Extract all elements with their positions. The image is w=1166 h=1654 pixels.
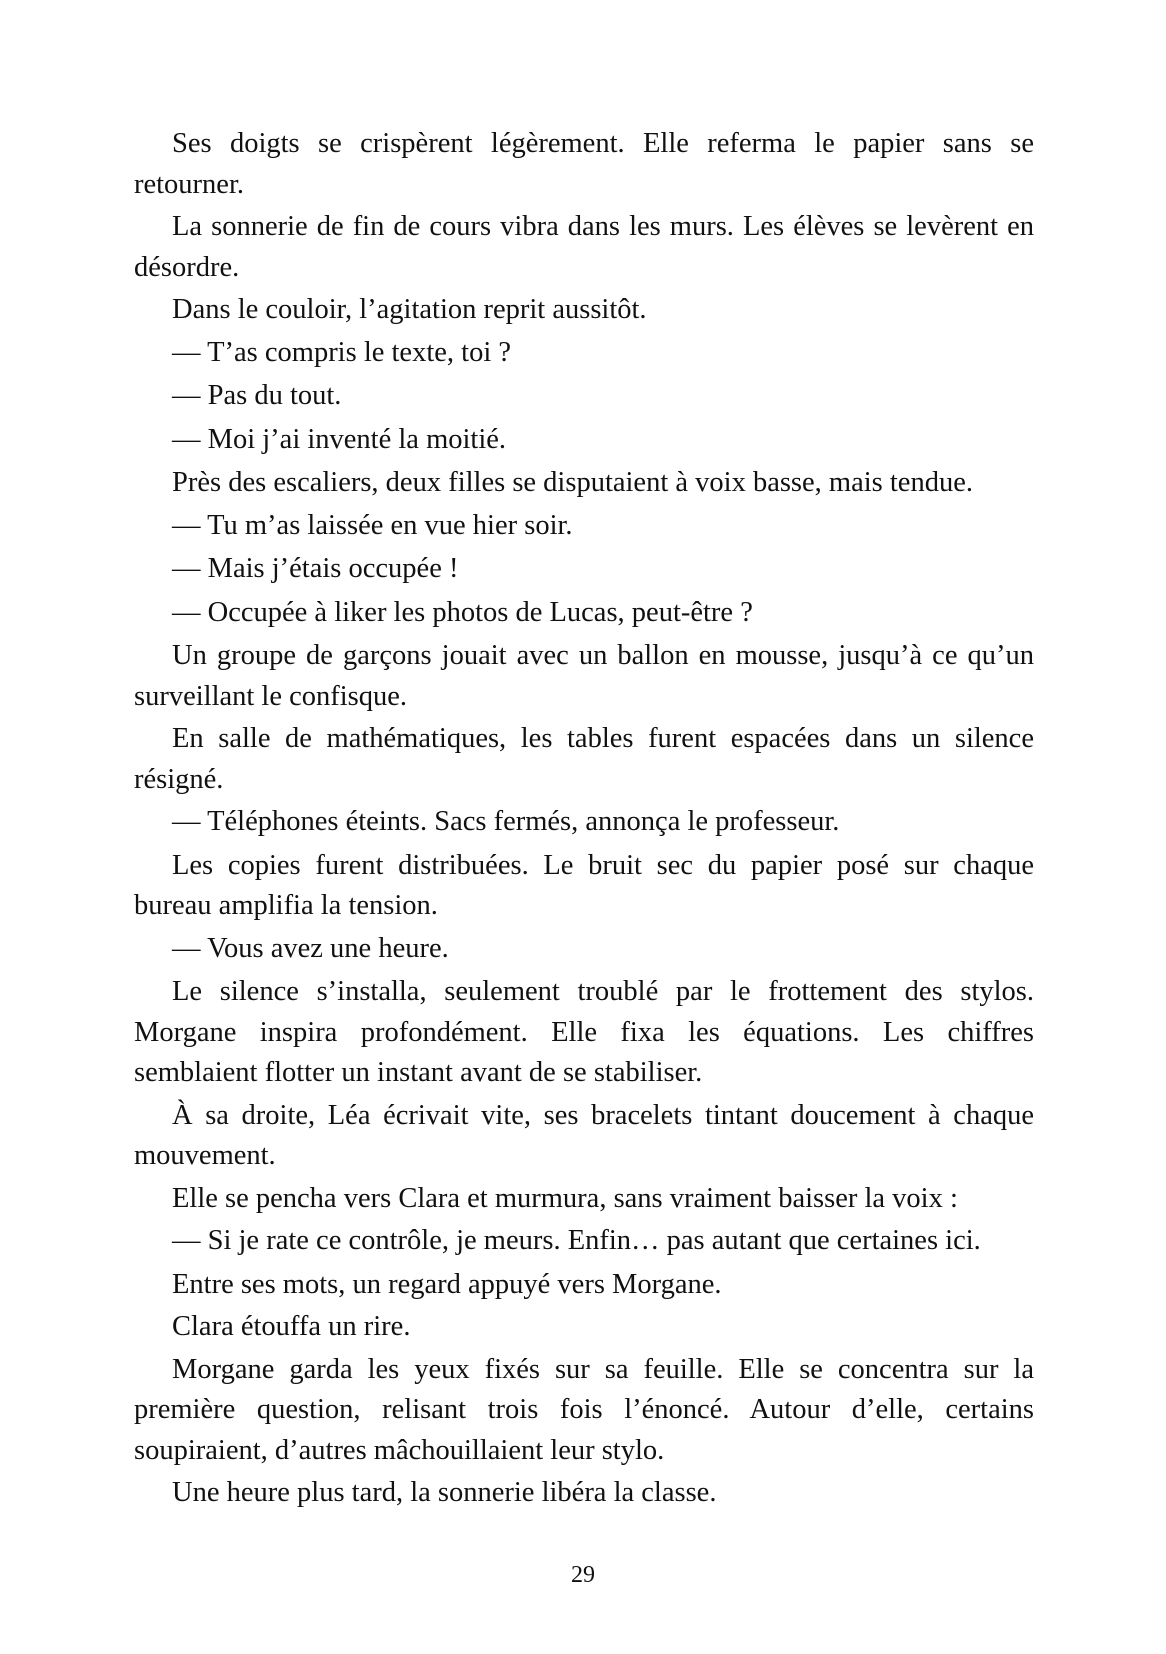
dialogue-line: — Moi j’ai inventé la moitié.: [172, 423, 507, 455]
paragraph: Morgane garda les yeux fixés sur sa feuille. Elle se concentra sur la première question, relisant trois fois l’énoncé. Autour d’elle, certains soupiraient, d’autres mâchouillaient leur stylo.: [134, 1353, 1034, 1466]
dialogue-line: — Téléphones éteints. Sacs fermés, annonça le professeur.: [172, 806, 840, 837]
paragraph: Le silence s’installa, seulement troublé par le frottement des stylos. Morgane inspira profondément. Elle fixa les équations. Les chiffres semblaient flotter un instant avant de se stabiliser.: [134, 976, 1034, 1088]
dialogue-line: — Occupée à liker les photos de Lucas, peut-être ?: [172, 596, 753, 628]
dialogue-line: — Pas du tout.: [172, 380, 342, 411]
dialogue-line: — Mais j’étais occupée !: [172, 553, 459, 584]
page-number: 29: [571, 1562, 595, 1588]
paragraph: La sonnerie de fin de cours vibra dans les murs. Les élèves se levèrent en désordre.: [134, 211, 1034, 283]
paragraph: En salle de mathématiques, les tables furent espacées dans un silence résigné.: [134, 723, 1034, 795]
paragraph: Ses doigts se crispèrent légèrement. Elle referma le papier sans se retourner.: [134, 128, 1034, 200]
paragraph: Un groupe de garçons jouait avec un ballon en mousse, jusqu’à ce qu’un surveillant le confisque.: [134, 640, 1034, 712]
paragraph: Les copies furent distribuées. Le bruit sec du papier posé sur chaque bureau amplifia la tension.: [134, 849, 1034, 921]
paragraph: À sa droite, Léa écrivait vite, ses bracelets tintant doucement à chaque mouvement.: [134, 1099, 1034, 1171]
dialogue-line: — T’as compris le texte, toi ?: [172, 336, 512, 368]
dialogue-line: — Si je rate ce contrôle, je meurs. Enfin… pas autant que certaines ici.: [172, 1225, 981, 1256]
dialogue-line: — Vous avez une heure.: [172, 932, 449, 964]
paragraph: Entre ses mots, un regard appuyé vers Morgane.: [172, 1268, 722, 1300]
dialogue-line: — Tu m’as laissée en vue hier soir.: [172, 509, 573, 541]
paragraph: Une heure plus tard, la sonnerie libéra la classe.: [172, 1477, 717, 1508]
paragraph: Dans le couloir, l’agitation reprit aussitôt.: [172, 294, 647, 325]
paragraph: Près des escaliers, deux filles se disputaient à voix basse, mais tendue.: [172, 467, 973, 498]
paragraph: Clara étouffa un rire.: [172, 1311, 411, 1342]
body-text: [134, 124, 1034, 1516]
paragraph: Elle se pencha vers Clara et murmura, sans vraiment baisser la voix :: [172, 1182, 958, 1214]
